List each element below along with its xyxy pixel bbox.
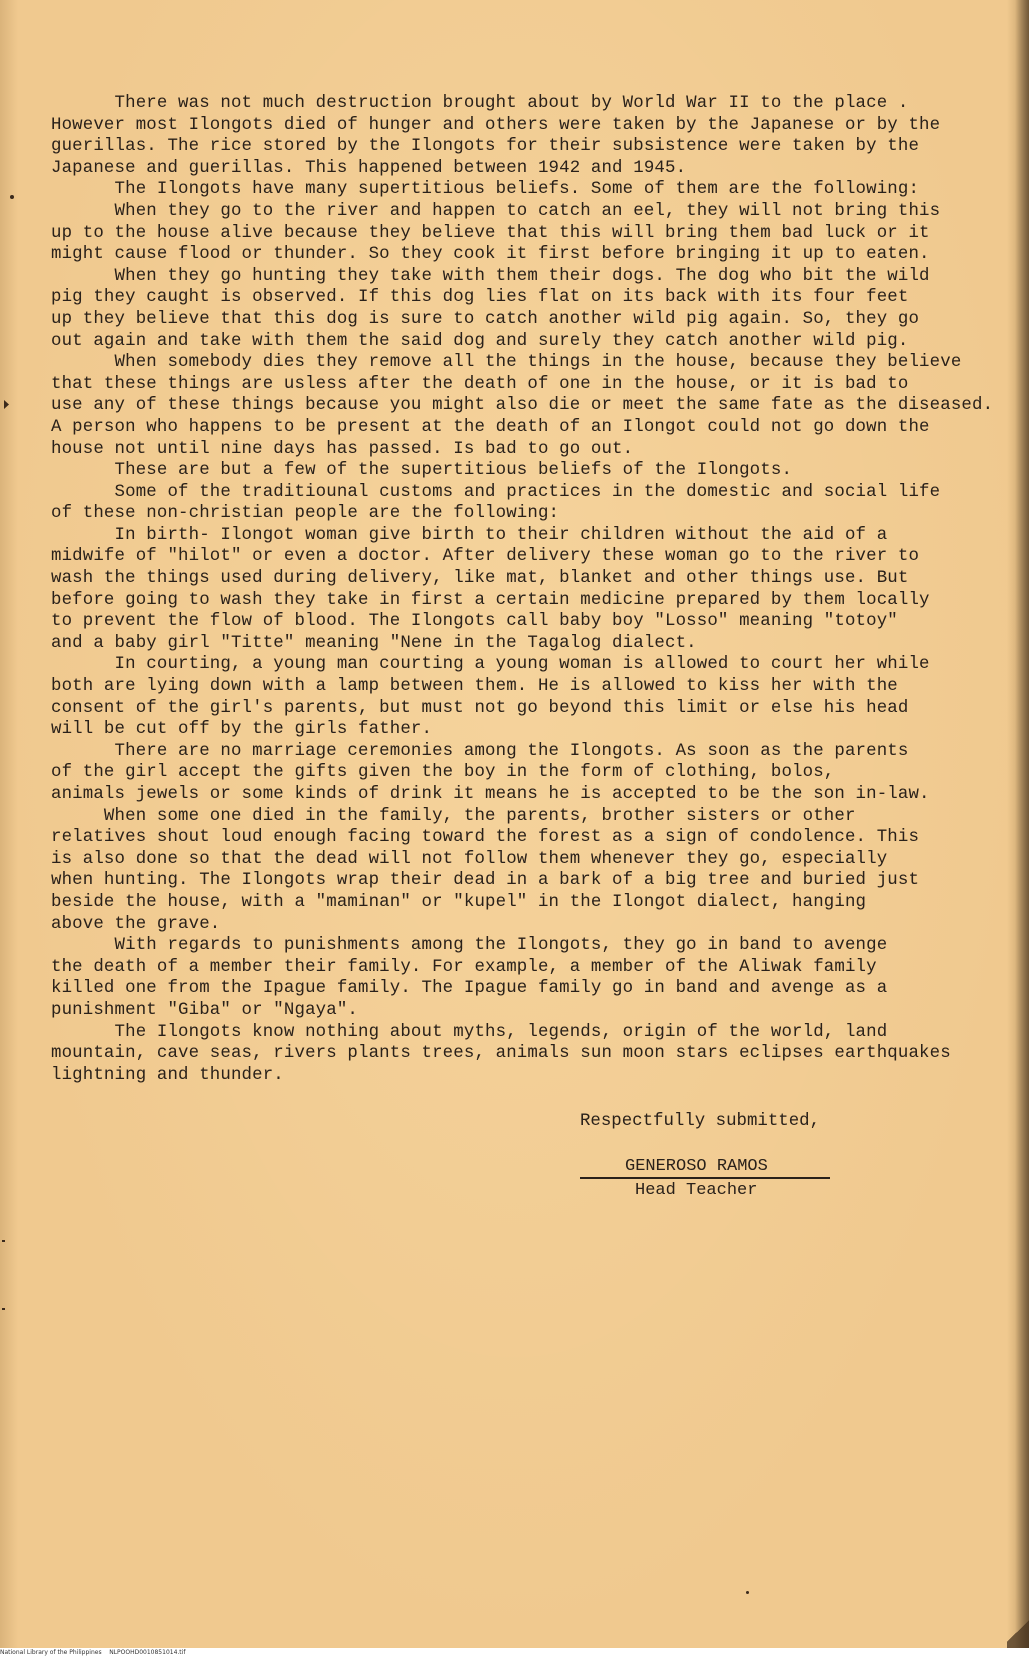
text-line: will be cut off by the girls father.	[51, 720, 433, 740]
text-line: animals jewels or some kinds of drink it means he is accepted to be the son in-law.	[51, 785, 930, 804]
text-line: pig they caught is observed. If this dog lies flat on its back with its four feet	[51, 288, 909, 308]
text-line: punishment "Giba" or "Ngaya".	[51, 1000, 358, 1020]
ink-speck	[4, 400, 9, 409]
text-line: killed one from the Ipague family. The Ipague family go in band and avenge as a	[51, 979, 888, 999]
text-line: of the girl accept the gifts given the boy in the form of clothing, bolos,	[51, 763, 835, 783]
text-line: up to the house alive because they believe that this will bring them bad luck or it	[51, 223, 930, 243]
text-line: beside the house, with a "maminan" or "kupel" in the Ilongot dialect, hanging	[51, 892, 867, 912]
text-line: and a baby girl "Titte" meaning "Nene in the Tagalog dialect.	[51, 633, 697, 653]
text-line: the death of a member their family. For example, a member of the Aliwak family	[51, 957, 877, 977]
document-body	[51, 93, 1021, 1086]
text-line: to prevent the flow of blood. The Ilongots call baby boy "Losso" meaning "totoy"	[51, 612, 898, 632]
text-line: house not until nine days has passed. Is bad to go out.	[51, 439, 634, 459]
text-line: up they believe that this dog is sure to catch another wild pig again. So, they go	[51, 309, 920, 329]
text-line: relatives shout loud enough facing toward the forest as a sign of condolence. This	[51, 828, 920, 848]
text-line: However most Ilongots died of hunger and others were taken by the Japanese or by the	[51, 115, 941, 135]
text-line: when hunting. The Ilongots wrap their dead in a bark of a big tree and buried just	[51, 871, 920, 891]
text-line: mountain, cave seas, rivers plants trees, animals sun moon stars eclipses earthquakes	[51, 1044, 951, 1064]
text-line: use any of these things because you might also die or meet the same fate as the diseased.	[51, 396, 994, 416]
text-line: of these non-christian people are the following:	[51, 504, 560, 524]
text-line: In courting, a young man courting a young woman is allowed to court her while	[51, 655, 930, 675]
text-line: In birth- Ilongot woman give birth to their children without the aid of a	[51, 525, 888, 545]
text-line: There are no marriage ceremonies among the Ilongots. As soon as the parents	[51, 741, 909, 761]
ink-speck	[2, 1240, 5, 1242]
text-line: The Ilongots know nothing about myths, legends, origin of the world, land	[51, 1022, 888, 1042]
text-line: When they go hunting they take with them their dogs. The dog who bit the wild	[51, 266, 930, 286]
text-line: wash the things used during delivery, like mat, blanket and other things use. But	[51, 569, 909, 589]
text-line: above the grave.	[51, 914, 221, 934]
text-line: When some one died in the family, the parents, brother sisters or other	[51, 806, 856, 826]
text-line: before going to wash they take in first a certain medicine prepared by them locally	[51, 590, 930, 610]
text-line: out again and take with them the said dog and surely they catch another wild pig.	[51, 331, 909, 351]
text-line: might cause flood or thunder. So they cook it first before bringing it up to eaten.	[51, 245, 930, 265]
signature-block	[580, 1157, 830, 1200]
text-line: is also done so that the dead will not follow them whenever they go, especially	[51, 849, 888, 869]
text-line: lightning and thunder.	[51, 1065, 284, 1085]
text-line: midwife of "hilot" or even a doctor. After delivery these woman go to the river to	[51, 547, 920, 567]
scan-footer: National Library of the Philippines NLPOOHD0010851014.tif	[0, 1648, 1029, 1658]
text-line: When they go to the river and happen to catch an eel, they will not bring this	[51, 201, 941, 221]
text-line: With regards to punishments among the Ilongots, they go in band to avenge	[51, 936, 888, 956]
signer-title: Head Teacher	[635, 1181, 758, 1200]
text-line: that these things are usless after the death of one in the house, or it is bad to	[51, 374, 909, 394]
text-line: consent of the girl's parents, but must not go beyond this limit or else his head	[51, 698, 909, 718]
ink-speck	[746, 1591, 749, 1594]
ink-speck	[2, 1308, 5, 1310]
text-line: guerillas. The rice stored by the Ilongots for their subsistence were taken by the	[51, 137, 920, 157]
text-line: These are but a few of the supertitious beliefs of the Ilongots.	[51, 461, 793, 481]
text-line: The Ilongots have many supertitious beliefs. Some of them are the following:	[51, 180, 920, 200]
text-line: There was not much destruction brought about by World War II to the place .	[51, 94, 909, 113]
signer-name: GENEROSO RAMOS	[580, 1157, 830, 1179]
page-corner	[1007, 1614, 1029, 1648]
text-line: both are lying down with a lamp between them. He is allowed to kiss her with the	[51, 677, 898, 697]
text-line: When somebody dies they remove all the things in the house, because they believe	[51, 353, 962, 373]
text-line: Japanese and guerillas. This happened between 1942 and 1945.	[51, 158, 687, 178]
text-line: Some of the traditiounal customs and practices in the domestic and social life	[51, 482, 941, 502]
text-line: A person who happens to be present at the death of an Ilongot could not go down the	[51, 417, 930, 437]
ink-speck	[10, 195, 14, 199]
closing-salutation: Respectfully submitted,	[580, 1112, 821, 1131]
